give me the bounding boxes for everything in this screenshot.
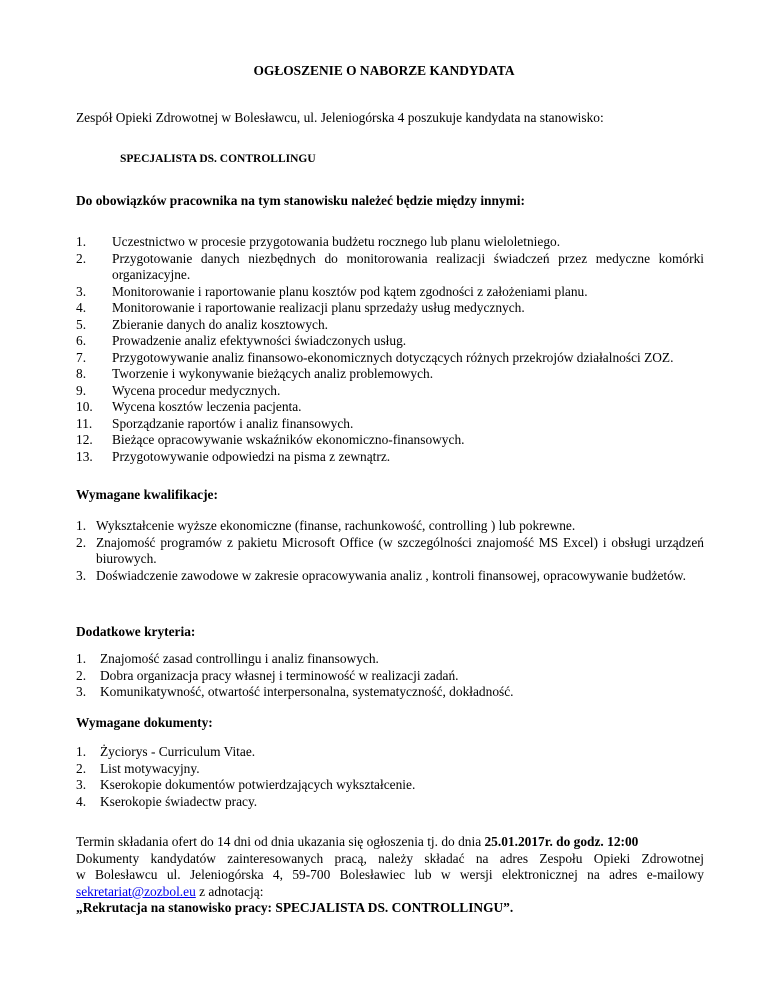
list-item-text: Przygotowywanie analiz finansowo-ekonomicznych dotyczących różnych przekrojów działalności ZOZ. — [112, 349, 674, 365]
list-item — [76, 568, 704, 585]
list-item-number: 3. — [76, 684, 87, 699]
list-item — [76, 535, 704, 568]
list-item-text: Tworzenie i wykonywanie bieżących analiz problemowych. — [112, 366, 434, 381]
list-item — [76, 366, 704, 383]
list-item-text: Przygotowywanie odpowiedzi na pisma z zewnątrz. — [112, 448, 391, 464]
list-item — [76, 251, 704, 284]
deadline-line — [76, 834, 704, 851]
footer-block — [76, 834, 704, 917]
position-name: SPECJALISTA DS. CONTROLLINGU — [120, 153, 316, 165]
document-title: OGŁOSZENIE O NABORZE KANDYDATA — [253, 63, 515, 78]
deadline-text: Termin składania ofert do 14 dni od dnia ukazania się ogłoszenia tj. do dnia — [76, 834, 485, 849]
list-item-text: Prowadzenie analiz efektywności świadczonych usług. — [112, 333, 407, 348]
list-item-text: Zbieranie danych do analiz kosztowych. — [112, 316, 329, 332]
list-item — [76, 761, 704, 778]
list-item — [76, 518, 704, 535]
list-item-text: Życiorys - Curriculum Vitae. — [100, 744, 256, 759]
list-item — [76, 794, 704, 811]
list-item — [76, 300, 704, 317]
list-item-number: 12. — [76, 432, 93, 447]
duties-list — [76, 234, 704, 465]
list-item-number: 7. — [76, 349, 87, 365]
list-item-number: 13. — [76, 448, 93, 464]
list-item-text: Znajomość zasad controllingu i analiz finansowych. — [100, 651, 379, 666]
duties-heading: Do obowiązków pracownika na tym stanowisku należeć będzie między innymi: — [76, 193, 525, 208]
extra-criteria-list — [76, 651, 704, 701]
list-item-text: Wycena procedur medycznych. — [112, 382, 281, 398]
list-item — [76, 432, 704, 449]
list-item-number: 2. — [76, 534, 87, 550]
list-item-number: 10. — [76, 399, 93, 414]
email-line — [76, 884, 704, 901]
list-item-text: Przygotowanie danych niezbędnych do monitorowania realizacji świadczeń przez medyczne komórki organizacyjne. — [112, 250, 704, 282]
list-item-text: Kserokopie świadectw pracy. — [100, 793, 258, 809]
list-item — [76, 668, 704, 685]
address-line-1: Dokumenty kandydatów zainteresowanych pracą, należy składać na adres Zespołu Opieki Zdrowotnej — [76, 850, 704, 866]
email-link[interactable]: sekretariat@zozbol.eu — [76, 883, 196, 899]
list-item-text: Monitorowanie i raportowanie planu kosztów pod kątem zgodności z założeniami planu. — [112, 283, 588, 299]
list-item-number: 4. — [76, 300, 87, 315]
list-item-text: Sporządzanie raportów i analiz finansowych. — [112, 415, 354, 431]
list-item — [76, 399, 704, 416]
list-item-number: 5. — [76, 316, 87, 332]
list-item-text: List motywacyjny. — [100, 760, 200, 776]
documents-list — [76, 744, 704, 810]
list-item — [76, 333, 704, 350]
list-item-text: Wykształcenie wyższe ekonomiczne (finanse, rachunkowość, controlling ) lub pokrewne. — [96, 518, 576, 533]
list-item-text: Znajomość programów z pakietu Microsoft Office (w szczególności znajomość MS Excel) i obsługi urządzeń biurowych. — [96, 534, 704, 566]
qualifications-heading: Wymagane kwalifikacje: — [76, 487, 218, 502]
list-item-text: Kserokopie dokumentów potwierdzających wykształcenie. — [100, 777, 416, 792]
list-item — [76, 744, 704, 761]
list-item-number: 1. — [76, 744, 87, 759]
list-item — [76, 234, 704, 251]
list-item-text: Dobra organizacja pracy własnej i terminowość w realizacji zadań. — [100, 667, 459, 683]
intro-paragraph: Zespół Opieki Zdrowotnej w Bolesławcu, ul. Jeleniogórska 4 poszukuje kandydata na stanowisko: — [76, 110, 604, 125]
list-item — [76, 684, 704, 701]
subject-line — [76, 900, 704, 917]
documents-heading: Wymagane dokumenty: — [76, 715, 213, 730]
list-item — [76, 416, 704, 433]
list-item — [76, 350, 704, 367]
list-item — [76, 284, 704, 301]
qualifications-list — [76, 518, 704, 584]
list-item-number: 8. — [76, 366, 87, 381]
list-item-number: 2. — [76, 667, 87, 683]
recruitment-subject: „Rekrutacja na stanowisko pracy: SPECJALISTA DS. CONTROLLINGU”. — [76, 900, 514, 915]
list-item-number: 1. — [76, 651, 87, 666]
list-item-number: 3. — [76, 777, 87, 792]
list-item-number: 3. — [76, 567, 87, 583]
extra-criteria-heading: Dodatkowe kryteria: — [76, 624, 196, 639]
list-item-number: 1. — [76, 234, 87, 249]
list-item-number: 2. — [76, 760, 87, 776]
list-item-text: Monitorowanie i raportowanie realizacji planu sprzedaży usług medycznych. — [112, 300, 525, 315]
list-item-number: 4. — [76, 793, 87, 809]
list-item-number: 9. — [76, 382, 87, 398]
list-item — [76, 449, 704, 466]
list-item-text: Doświadczenie zawodowe w zakresie opracowywania analiz , kontroli finansowej, opracowywanie budżetów. — [96, 567, 686, 583]
list-item-text: Uczestnictwo w procesie przygotowania budżetu rocznego lub planu wieloletniego. — [112, 234, 561, 249]
list-item — [76, 317, 704, 334]
list-item-number: 1. — [76, 518, 87, 533]
address-line-2: w Bolesławcu ul. Jeleniogórska 4, 59-700 Bolesławiec lub w wersji elektronicznej na adres e-mailowy — [76, 867, 704, 882]
list-item-text: Wycena kosztów leczenia pacjenta. — [112, 399, 302, 414]
list-item-text: Komunikatywność, otwartość interpersonalna, systematyczność, dokładność. — [100, 684, 514, 699]
list-item — [76, 651, 704, 668]
list-item-number: 11. — [76, 415, 93, 431]
list-item-number: 3. — [76, 283, 87, 299]
list-item — [76, 383, 704, 400]
list-item-text: Bieżące opracowywanie wskaźników ekonomiczno-finansowych. — [112, 432, 465, 447]
annotation-text: z adnotacją: — [195, 883, 264, 899]
list-item-number: 6. — [76, 333, 87, 348]
list-item-number: 2. — [76, 250, 87, 266]
deadline-date: 25.01.2017r. do godz. 12:00 — [484, 834, 639, 849]
list-item — [76, 777, 704, 794]
